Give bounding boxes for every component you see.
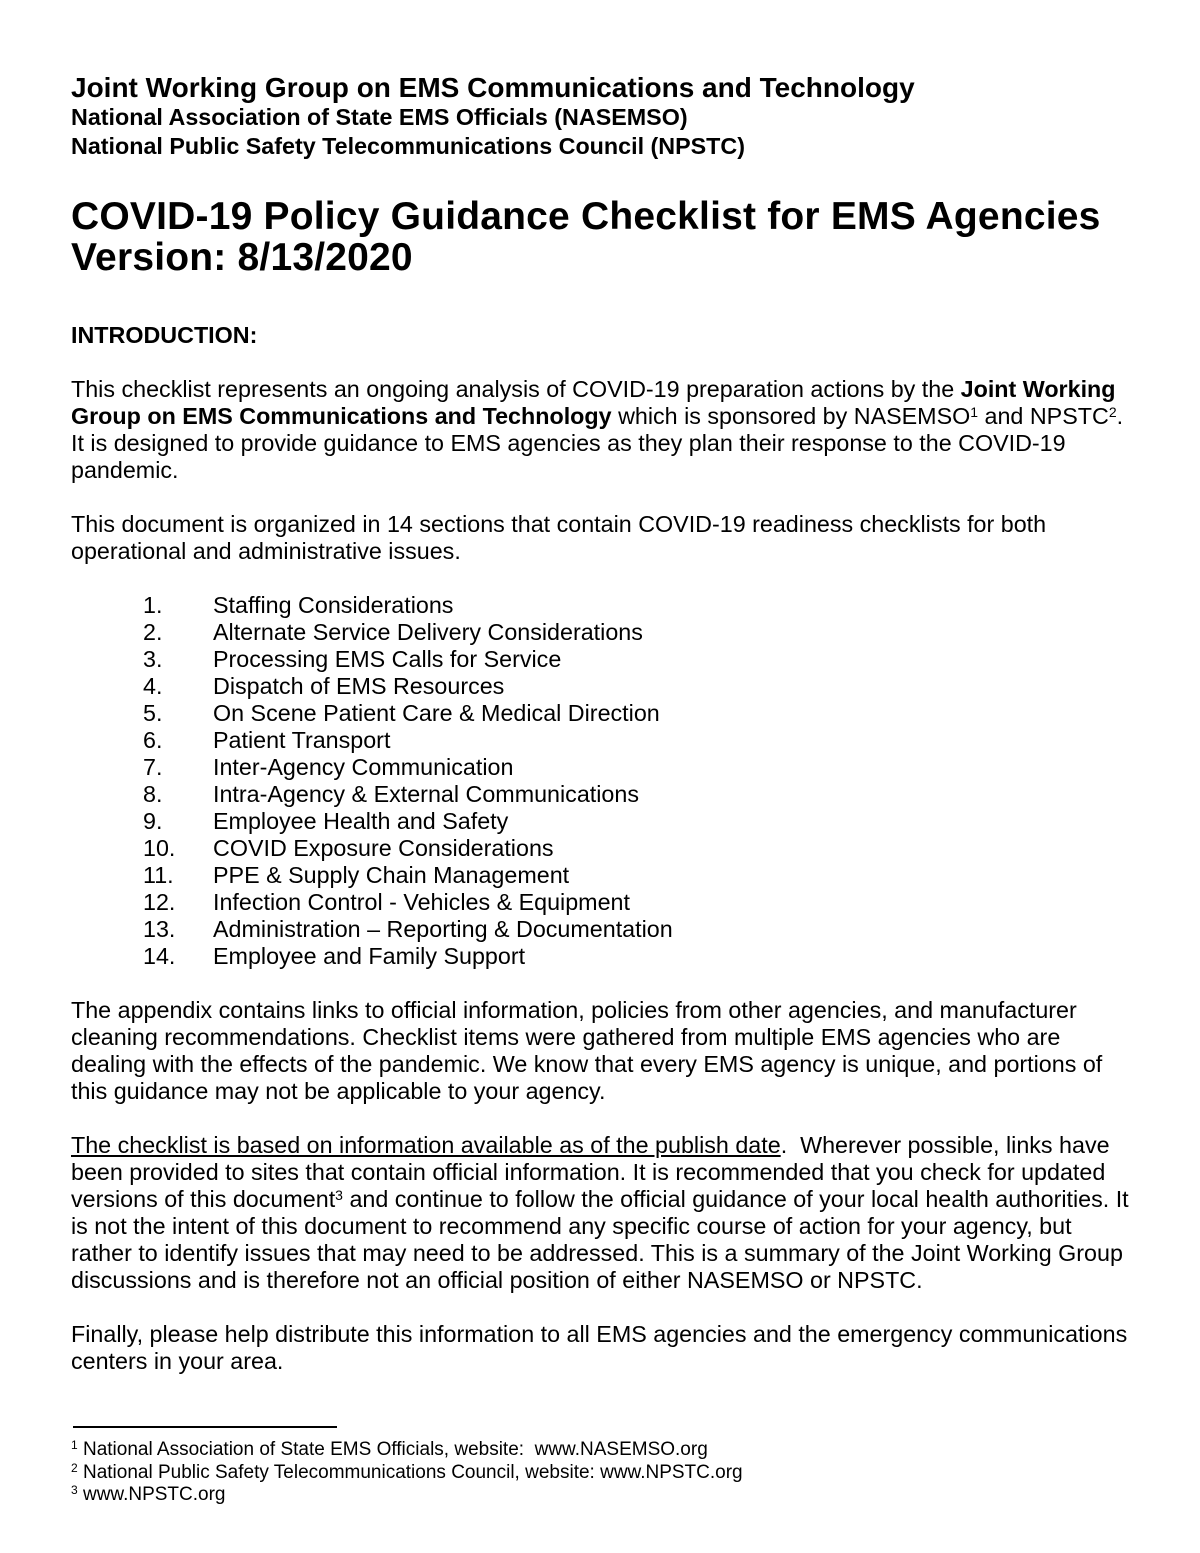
footnote-text: National Association of State EMS Officials, website: www.NASEMSO.org	[77, 1439, 708, 1460]
section-label: Employee and Family Support	[213, 943, 526, 969]
section-number: 4.	[143, 673, 163, 699]
org-line-nasemso: National Association of State EMS Officials (NASEMSO)	[71, 104, 688, 130]
section-label: Inter-Agency Communication	[213, 754, 514, 780]
text-run: and continue to follow the official guidance of your local health authorities. It is not the intent of this document to recommend any specific course of action for your agency, but rather to identify issues that may need to be addressed. This is a summary of the Joint Working Group discussions and is therefore not an official position of either NASEMSO or NPSTC.	[71, 1186, 1136, 1293]
section-number: 2.	[143, 619, 163, 645]
section-number: 7.	[143, 754, 163, 780]
section-item	[143, 619, 1133, 646]
footnote-marker: 2	[71, 1460, 78, 1475]
introduction-heading: INTRODUCTION:	[71, 322, 258, 348]
footnote-item	[71, 1484, 1133, 1507]
appendix-paragraph: The appendix contains links to official information, policies from other agencies, and manufacturer cleaning recommendations. Checklist items were gathered from multiple EMS agencies who are dealing with the effects of the pandemic. We know that every EMS agency is unique, and portions of this guidance may not be applicable to your agency.	[71, 997, 1103, 1104]
section-item	[143, 808, 1133, 835]
footnote-reference-2: 2	[1108, 404, 1117, 420]
footnote-text: www.NPSTC.org	[77, 1484, 226, 1505]
section-item	[143, 916, 1133, 943]
title-line-1: COVID-19 Policy Guidance Checklist for EMS Agencies	[71, 195, 1101, 238]
section-item	[143, 700, 1133, 727]
section-number: 12.	[143, 889, 176, 915]
section-number: 13.	[143, 916, 176, 942]
distribute-paragraph: Finally, please help distribute this information to all EMS agencies and the emergency communications centers in your area.	[71, 1321, 1128, 1374]
section-item	[143, 862, 1133, 889]
section-label: Intra-Agency & External Communications	[213, 781, 639, 807]
section-item	[143, 835, 1133, 862]
footnote-item	[71, 1462, 1133, 1485]
footnote-reference-3: 3	[335, 1187, 343, 1203]
section-item	[143, 673, 1133, 700]
section-label: Alternate Service Delivery Considerations	[213, 619, 643, 645]
section-item	[143, 727, 1133, 754]
section-label: Employee Health and Safety	[213, 808, 509, 834]
section-number: 8.	[143, 781, 163, 807]
section-number: 11.	[143, 862, 174, 888]
section-item	[143, 781, 1133, 808]
checklist-basis-paragraph	[71, 1132, 1136, 1294]
section-label: PPE & Supply Chain Management	[213, 862, 570, 888]
section-item	[143, 754, 1133, 781]
footnote-text: National Public Safety Telecommunications Council, website: www.NPSTC.org	[77, 1461, 743, 1483]
section-number: 5.	[143, 700, 163, 726]
section-item	[143, 592, 1133, 619]
underlined-sentence: The checklist is based on information available as of the publish date	[71, 1132, 781, 1158]
section-item	[143, 943, 1133, 970]
footnote-separator	[73, 1426, 337, 1428]
section-list	[143, 592, 1133, 970]
footnote-marker: 3	[71, 1483, 78, 1497]
section-label: On Scene Patient Care & Medical Direction	[213, 700, 660, 726]
text-run: which is sponsored by NASEMSO	[611, 403, 971, 429]
title-line-2: Version: 8/13/2020	[71, 236, 413, 279]
intro-paragraph-2: This document is organized in 14 sections that contain COVID-19 readiness checklists for both operational and administrative issues.	[71, 511, 1047, 564]
section-label: Infection Control - Vehicles & Equipment	[213, 889, 630, 915]
section-label: COVID Exposure Considerations	[213, 835, 554, 861]
section-label: Patient Transport	[213, 727, 391, 753]
section-number: 14.	[143, 943, 176, 969]
section-label: Administration – Reporting & Documentation	[213, 916, 673, 942]
section-label: Processing EMS Calls for Service	[213, 646, 562, 672]
section-label: Dispatch of EMS Resources	[213, 673, 505, 699]
footnote-area	[71, 1426, 1133, 1507]
section-number: 3.	[143, 646, 163, 672]
document-title	[71, 196, 1133, 278]
section-item	[143, 646, 1133, 673]
footnote-reference-1: 1	[970, 404, 979, 420]
section-label: Staffing Considerations	[213, 592, 454, 618]
section-number: 10.	[143, 835, 176, 861]
section-number: 9.	[143, 808, 163, 834]
text-run: . Wherever possible, links have been provided to sites that contain official information. It is recommended that you check for updated versions of this document	[71, 1132, 1117, 1212]
text-run: and NPSTC	[978, 403, 1109, 429]
footnote-marker: 1	[71, 1438, 78, 1452]
text-run: . It is designed to provide guidance to EMS agencies as they plan their response to the COVID-19 pandemic.	[71, 403, 1130, 483]
text-run: This checklist represents an ongoing analysis of COVID-19 preparation actions by the	[71, 376, 961, 402]
intro-paragraph-1	[71, 376, 1133, 484]
section-number: 6.	[143, 727, 163, 753]
footnote-item	[71, 1439, 1133, 1462]
section-item	[143, 889, 1133, 916]
letterhead	[71, 72, 1133, 161]
org-line-npstc: National Public Safety Telecommunications Council (NPSTC)	[71, 133, 745, 159]
text-run-bold: Joint Working Group on EMS Communications and Technology	[71, 376, 1123, 429]
section-number: 1.	[143, 592, 163, 618]
org-line-joint-working-group: Joint Working Group on EMS Communications and Technology	[71, 72, 915, 103]
